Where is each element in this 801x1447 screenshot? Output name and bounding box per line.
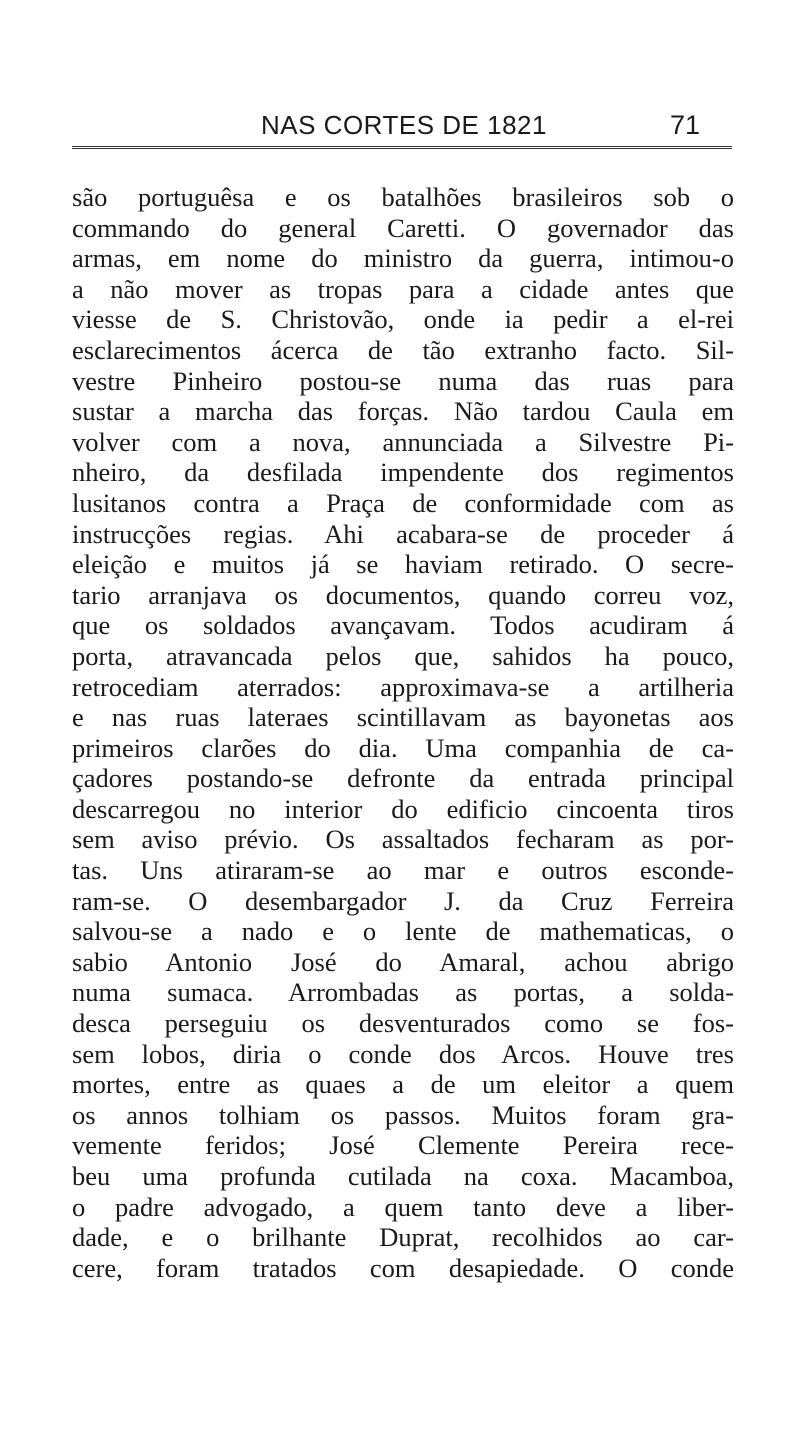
- text-line: primeiros clarões do dia. Uma companhia de ca-: [72, 732, 734, 763]
- text-line: vestre Pinheiro postou-se numa das ruas para: [72, 365, 734, 396]
- text-line: a não mover as tropas para a cidade antes que: [72, 273, 734, 304]
- text-line: sem aviso prévio. Os assaltados fecharam as por-: [72, 824, 734, 855]
- text-line: eleição e muitos já se haviam retirado. O secre-: [72, 549, 734, 580]
- text-line: commando do general Caretti. O governador das: [72, 212, 734, 243]
- text-line: descarregou no interior do edificio cincoenta tiros: [72, 793, 734, 824]
- text-line: viesse de S. Christovão, onde ia pedir a el-rei: [72, 304, 734, 335]
- text-line: mortes, entre as quaes a de um eleitor a quem: [72, 1069, 734, 1100]
- text-line: sabio Antonio José do Amaral, achou abrigo: [72, 946, 734, 977]
- text-line: cere, foram tratados com desapiedade. O conde: [72, 1252, 734, 1283]
- text-line: desca perseguiu os desventurados como se fos-: [72, 1008, 734, 1039]
- text-line: sem lobos, diria o conde dos Arcos. Houve tres: [72, 1038, 734, 1069]
- header-rule: [72, 146, 732, 149]
- text-line: nheiro, da desfilada impendente dos regimentos: [72, 457, 734, 488]
- text-line: sustar a marcha das forças. Não tardou Caula em: [72, 396, 734, 427]
- text-line: esclarecimentos ácerca de tão extranho facto. Sil-: [72, 334, 734, 365]
- text-line: beu uma profunda cutilada na coxa. Macamboa,: [72, 1161, 734, 1191]
- text-line: o padre advogado, a quem tanto deve a liber-: [72, 1191, 734, 1222]
- text-line: retrocediam aterrados: approximava-se a artilheria: [72, 671, 734, 702]
- text-line: ram-se. O desembargador J. da Cruz Ferreira: [72, 885, 734, 916]
- text-line: e nas ruas lateraes scintillavam as bayonetas aos: [72, 702, 734, 733]
- text-line: porta, atravancada pelos que, sahidos ha pouco,: [72, 640, 734, 671]
- text-line: os annos tolhiam os passos. Muitos foram gra-: [72, 1099, 734, 1130]
- text-line: tario arranjava os documentos, quando correu voz,: [72, 579, 734, 610]
- text-line: tas. Uns atiraram-se ao mar e outros esconde-: [72, 855, 734, 886]
- text-line: dade, e o brilhante Duprat, recolhidos ao car-: [72, 1222, 734, 1253]
- text-line: lusitanos contra a Praça de conformidade com as: [72, 487, 734, 518]
- body-paragraph: [72, 182, 734, 1283]
- text-line: salvou-se a nado e o lente de mathematicas, o: [72, 916, 734, 947]
- text-line: instrucções regias. Ahi acabara-se de proceder á: [72, 518, 734, 549]
- running-title: NAS CORTES DE 1821: [261, 110, 547, 140]
- text-line: armas, em nome do ministro da guerra, intimou-o: [72, 243, 734, 274]
- text-line: são portuguêsa e os batalhões brasileiros sob o: [72, 182, 734, 212]
- text-line: vemente feridos; José Clemente Pereira rece-: [72, 1130, 734, 1161]
- text-line: que os soldados avançavam. Todos acudiram á: [72, 610, 734, 641]
- text-line: volver com a nova, annunciada a Silvestre Pi-: [72, 426, 734, 457]
- text-line: numa sumaca. Arrombadas as portas, a solda-: [72, 977, 734, 1008]
- page-header: [72, 108, 730, 148]
- page-number: 71: [669, 110, 700, 140]
- text-line: çadores postando-se defronte da entrada principal: [72, 763, 734, 794]
